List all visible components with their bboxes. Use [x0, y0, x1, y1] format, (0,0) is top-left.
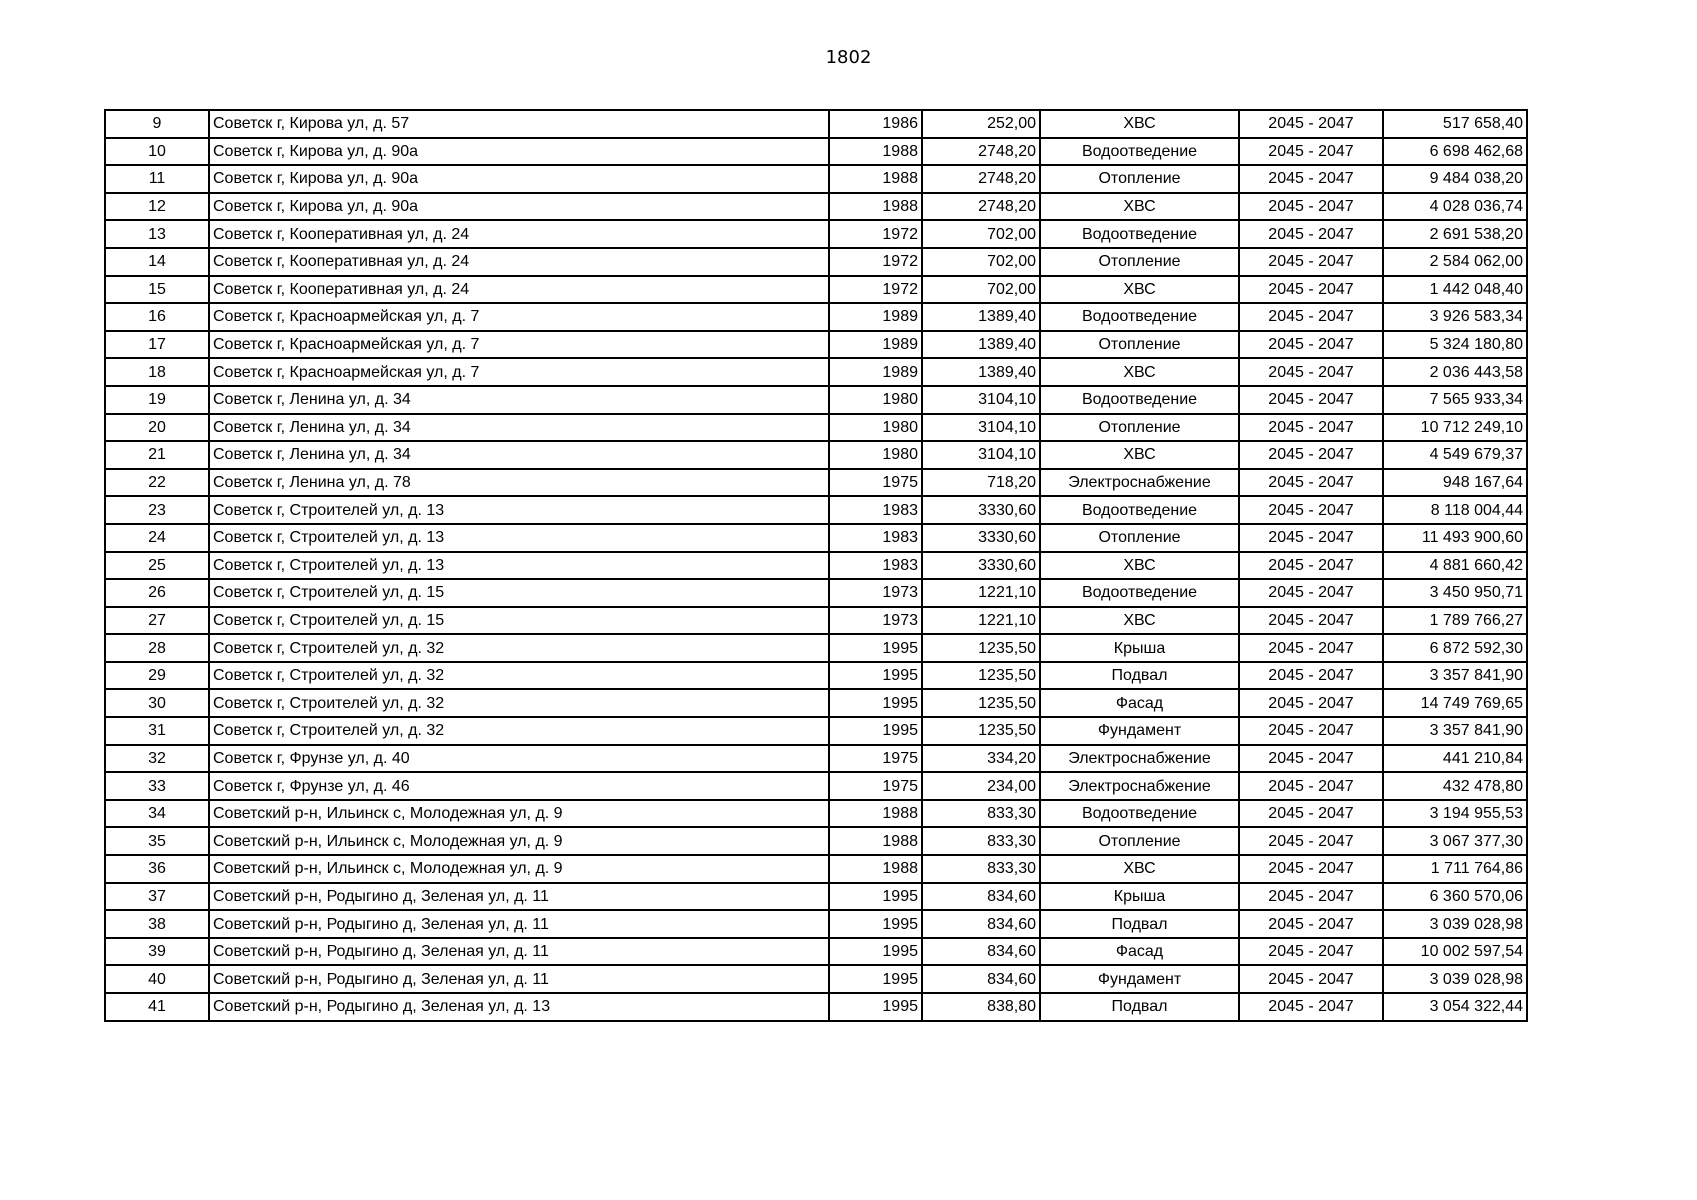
period-cell: 2045 - 2047 [1239, 276, 1383, 304]
cost-cell: 3 054 322,44 [1383, 993, 1527, 1021]
row-number-cell: 35 [105, 827, 209, 855]
page-number: 1802 [825, 47, 872, 68]
work-type-cell: Отопление [1040, 331, 1239, 359]
area-cell: 252,00 [922, 110, 1040, 138]
area-cell: 1235,50 [922, 689, 1040, 717]
work-type-cell: ХВС [1040, 855, 1239, 883]
address-cell: Советский р-н, Родыгино д, Зеленая ул, д. 11 [209, 938, 829, 966]
row-number-cell: 39 [105, 938, 209, 966]
period-cell: 2045 - 2047 [1239, 303, 1383, 331]
period-cell: 2045 - 2047 [1239, 993, 1383, 1021]
year-cell: 1995 [829, 634, 922, 662]
row-number-cell: 23 [105, 496, 209, 524]
address-cell: Советск г, Строителей ул, д. 13 [209, 524, 829, 552]
year-cell: 1983 [829, 552, 922, 580]
address-cell: Советский р-н, Родыгино д, Зеленая ул, д. 11 [209, 910, 829, 938]
table-row [105, 386, 1527, 414]
work-type-cell: Водоотведение [1040, 579, 1239, 607]
year-cell: 1972 [829, 220, 922, 248]
cost-cell: 3 450 950,71 [1383, 579, 1527, 607]
row-number-cell: 32 [105, 745, 209, 773]
cost-cell: 10 002 597,54 [1383, 938, 1527, 966]
table-row [105, 138, 1527, 166]
year-cell: 1972 [829, 248, 922, 276]
area-cell: 2748,20 [922, 138, 1040, 166]
work-type-cell: Отопление [1040, 827, 1239, 855]
address-cell: Советский р-н, Ильинск с, Молодежная ул, д. 9 [209, 827, 829, 855]
work-type-cell: Отопление [1040, 524, 1239, 552]
table-row [105, 772, 1527, 800]
table-row [105, 303, 1527, 331]
address-cell: Советск г, Кирова ул, д. 57 [209, 110, 829, 138]
period-cell: 2045 - 2047 [1239, 165, 1383, 193]
year-cell: 1988 [829, 855, 922, 883]
cost-cell: 441 210,84 [1383, 745, 1527, 773]
table-body [105, 110, 1527, 1021]
table-row [105, 855, 1527, 883]
work-type-cell: Подвал [1040, 910, 1239, 938]
work-type-cell: Электроснабжение [1040, 772, 1239, 800]
area-cell: 3104,10 [922, 414, 1040, 442]
year-cell: 1973 [829, 607, 922, 635]
year-cell: 1983 [829, 496, 922, 524]
table-row [105, 965, 1527, 993]
period-cell: 2045 - 2047 [1239, 331, 1383, 359]
cost-cell: 3 926 583,34 [1383, 303, 1527, 331]
year-cell: 1980 [829, 386, 922, 414]
period-cell: 2045 - 2047 [1239, 938, 1383, 966]
row-number-cell: 18 [105, 358, 209, 386]
table-row [105, 165, 1527, 193]
row-number-cell: 33 [105, 772, 209, 800]
address-cell: Советск г, Строителей ул, д. 32 [209, 717, 829, 745]
year-cell: 1980 [829, 414, 922, 442]
cost-cell: 432 478,80 [1383, 772, 1527, 800]
work-type-cell: Крыша [1040, 634, 1239, 662]
cost-cell: 3 357 841,90 [1383, 717, 1527, 745]
cost-cell: 14 749 769,65 [1383, 689, 1527, 717]
period-cell: 2045 - 2047 [1239, 717, 1383, 745]
cost-cell: 1 711 764,86 [1383, 855, 1527, 883]
year-cell: 1989 [829, 331, 922, 359]
address-cell: Советск г, Строителей ул, д. 32 [209, 689, 829, 717]
cost-cell: 2 691 538,20 [1383, 220, 1527, 248]
area-cell: 1389,40 [922, 303, 1040, 331]
table-row [105, 414, 1527, 442]
cost-cell: 5 324 180,80 [1383, 331, 1527, 359]
table-row [105, 689, 1527, 717]
area-cell: 1235,50 [922, 717, 1040, 745]
work-type-cell: Отопление [1040, 414, 1239, 442]
work-type-cell: ХВС [1040, 193, 1239, 221]
area-cell: 834,60 [922, 965, 1040, 993]
area-cell: 702,00 [922, 276, 1040, 304]
address-cell: Советск г, Кооперативная ул, д. 24 [209, 248, 829, 276]
table-row [105, 938, 1527, 966]
row-number-cell: 30 [105, 689, 209, 717]
year-cell: 1975 [829, 745, 922, 773]
work-type-cell: Водоотведение [1040, 138, 1239, 166]
row-number-cell: 16 [105, 303, 209, 331]
work-type-cell: ХВС [1040, 276, 1239, 304]
address-cell: Советск г, Кооперативная ул, д. 24 [209, 276, 829, 304]
address-cell: Советский р-н, Ильинск с, Молодежная ул, д. 9 [209, 855, 829, 883]
address-cell: Советск г, Красноармейская ул, д. 7 [209, 331, 829, 359]
cost-cell: 3 039 028,98 [1383, 910, 1527, 938]
address-cell: Советск г, Строителей ул, д. 13 [209, 496, 829, 524]
row-number-cell: 13 [105, 220, 209, 248]
period-cell: 2045 - 2047 [1239, 579, 1383, 607]
address-cell: Советск г, Ленина ул, д. 34 [209, 441, 829, 469]
period-cell: 2045 - 2047 [1239, 745, 1383, 773]
period-cell: 2045 - 2047 [1239, 634, 1383, 662]
work-type-cell: Отопление [1040, 165, 1239, 193]
address-cell: Советский р-н, Ильинск с, Молодежная ул, д. 9 [209, 800, 829, 828]
period-cell: 2045 - 2047 [1239, 220, 1383, 248]
year-cell: 1995 [829, 965, 922, 993]
period-cell: 2045 - 2047 [1239, 855, 1383, 883]
row-number-cell: 14 [105, 248, 209, 276]
period-cell: 2045 - 2047 [1239, 386, 1383, 414]
row-number-cell: 11 [105, 165, 209, 193]
period-cell: 2045 - 2047 [1239, 496, 1383, 524]
cost-cell: 9 484 038,20 [1383, 165, 1527, 193]
work-type-cell: ХВС [1040, 441, 1239, 469]
period-cell: 2045 - 2047 [1239, 965, 1383, 993]
table-row [105, 910, 1527, 938]
area-cell: 838,80 [922, 993, 1040, 1021]
area-cell: 702,00 [922, 248, 1040, 276]
period-cell: 2045 - 2047 [1239, 827, 1383, 855]
year-cell: 1989 [829, 303, 922, 331]
year-cell: 1988 [829, 800, 922, 828]
period-cell: 2045 - 2047 [1239, 883, 1383, 911]
table-row [105, 193, 1527, 221]
work-type-cell: Фасад [1040, 689, 1239, 717]
address-cell: Советск г, Ленина ул, д. 34 [209, 414, 829, 442]
table-row [105, 827, 1527, 855]
work-type-cell: Крыша [1040, 883, 1239, 911]
row-number-cell: 21 [105, 441, 209, 469]
area-cell: 2748,20 [922, 165, 1040, 193]
period-cell: 2045 - 2047 [1239, 138, 1383, 166]
table-row [105, 993, 1527, 1021]
row-number-cell: 22 [105, 469, 209, 497]
table-row [105, 220, 1527, 248]
row-number-cell: 25 [105, 552, 209, 580]
cost-cell: 1 789 766,27 [1383, 607, 1527, 635]
cost-cell: 10 712 249,10 [1383, 414, 1527, 442]
area-cell: 833,30 [922, 800, 1040, 828]
cost-cell: 3 039 028,98 [1383, 965, 1527, 993]
table-row [105, 496, 1527, 524]
row-number-cell: 12 [105, 193, 209, 221]
address-cell: Советский р-н, Родыгино д, Зеленая ул, д. 11 [209, 965, 829, 993]
area-cell: 834,60 [922, 883, 1040, 911]
year-cell: 1972 [829, 276, 922, 304]
work-type-cell: ХВС [1040, 607, 1239, 635]
row-number-cell: 15 [105, 276, 209, 304]
address-cell: Советск г, Кирова ул, д. 90а [209, 193, 829, 221]
period-cell: 2045 - 2047 [1239, 662, 1383, 690]
year-cell: 1975 [829, 469, 922, 497]
period-cell: 2045 - 2047 [1239, 607, 1383, 635]
address-cell: Советск г, Строителей ул, д. 15 [209, 579, 829, 607]
row-number-cell: 31 [105, 717, 209, 745]
period-cell: 2045 - 2047 [1239, 689, 1383, 717]
cost-cell: 6 698 462,68 [1383, 138, 1527, 166]
table-row [105, 524, 1527, 552]
year-cell: 1995 [829, 717, 922, 745]
period-cell: 2045 - 2047 [1239, 469, 1383, 497]
row-number-cell: 41 [105, 993, 209, 1021]
period-cell: 2045 - 2047 [1239, 552, 1383, 580]
table-row [105, 441, 1527, 469]
period-cell: 2045 - 2047 [1239, 110, 1383, 138]
area-cell: 334,20 [922, 745, 1040, 773]
period-cell: 2045 - 2047 [1239, 248, 1383, 276]
year-cell: 1980 [829, 441, 922, 469]
table-row [105, 607, 1527, 635]
period-cell: 2045 - 2047 [1239, 524, 1383, 552]
cost-cell: 3 357 841,90 [1383, 662, 1527, 690]
row-number-cell: 24 [105, 524, 209, 552]
row-number-cell: 28 [105, 634, 209, 662]
area-cell: 3104,10 [922, 441, 1040, 469]
area-cell: 234,00 [922, 772, 1040, 800]
row-number-cell: 10 [105, 138, 209, 166]
work-type-cell: Водоотведение [1040, 496, 1239, 524]
table-row [105, 883, 1527, 911]
table-row [105, 717, 1527, 745]
address-cell: Советск г, Строителей ул, д. 13 [209, 552, 829, 580]
cost-cell: 6 360 570,06 [1383, 883, 1527, 911]
period-cell: 2045 - 2047 [1239, 358, 1383, 386]
area-cell: 833,30 [922, 855, 1040, 883]
row-number-cell: 37 [105, 883, 209, 911]
year-cell: 1995 [829, 993, 922, 1021]
work-type-cell: Фундамент [1040, 965, 1239, 993]
area-cell: 3330,60 [922, 552, 1040, 580]
cost-cell: 2 036 443,58 [1383, 358, 1527, 386]
cost-cell: 3 067 377,30 [1383, 827, 1527, 855]
cost-cell: 948 167,64 [1383, 469, 1527, 497]
work-type-cell: Водоотведение [1040, 800, 1239, 828]
cost-cell: 8 118 004,44 [1383, 496, 1527, 524]
year-cell: 1975 [829, 772, 922, 800]
address-cell: Советск г, Строителей ул, д. 32 [209, 662, 829, 690]
year-cell: 1995 [829, 938, 922, 966]
row-number-cell: 20 [105, 414, 209, 442]
year-cell: 1995 [829, 883, 922, 911]
year-cell: 1988 [829, 193, 922, 221]
cost-cell: 6 872 592,30 [1383, 634, 1527, 662]
row-number-cell: 19 [105, 386, 209, 414]
work-type-cell: Фасад [1040, 938, 1239, 966]
area-cell: 3330,60 [922, 524, 1040, 552]
cost-cell: 7 565 933,34 [1383, 386, 1527, 414]
address-cell: Советск г, Ленина ул, д. 78 [209, 469, 829, 497]
year-cell: 1995 [829, 689, 922, 717]
work-type-cell: Водоотведение [1040, 386, 1239, 414]
cost-cell: 4 028 036,74 [1383, 193, 1527, 221]
period-cell: 2045 - 2047 [1239, 800, 1383, 828]
year-cell: 1973 [829, 579, 922, 607]
year-cell: 1995 [829, 662, 922, 690]
year-cell: 1995 [829, 910, 922, 938]
period-cell: 2045 - 2047 [1239, 193, 1383, 221]
row-number-cell: 29 [105, 662, 209, 690]
address-cell: Советск г, Кооперативная ул, д. 24 [209, 220, 829, 248]
row-number-cell: 9 [105, 110, 209, 138]
area-cell: 1221,10 [922, 607, 1040, 635]
address-cell: Советский р-н, Родыгино д, Зеленая ул, д. 13 [209, 993, 829, 1021]
area-cell: 834,60 [922, 910, 1040, 938]
cost-cell: 11 493 900,60 [1383, 524, 1527, 552]
area-cell: 3330,60 [922, 496, 1040, 524]
work-type-cell: Фундамент [1040, 717, 1239, 745]
period-cell: 2045 - 2047 [1239, 441, 1383, 469]
address-cell: Советск г, Фрунзе ул, д. 46 [209, 772, 829, 800]
address-cell: Советск г, Строителей ул, д. 32 [209, 634, 829, 662]
cost-cell: 517 658,40 [1383, 110, 1527, 138]
cost-cell: 2 584 062,00 [1383, 248, 1527, 276]
year-cell: 1989 [829, 358, 922, 386]
work-type-cell: Водоотведение [1040, 220, 1239, 248]
area-cell: 1389,40 [922, 358, 1040, 386]
work-type-cell: Электроснабжение [1040, 745, 1239, 773]
table-row [105, 552, 1527, 580]
area-cell: 702,00 [922, 220, 1040, 248]
table-row [105, 331, 1527, 359]
table-row [105, 662, 1527, 690]
area-cell: 833,30 [922, 827, 1040, 855]
cost-cell: 4 881 660,42 [1383, 552, 1527, 580]
work-type-cell: Отопление [1040, 248, 1239, 276]
table-row [105, 276, 1527, 304]
period-cell: 2045 - 2047 [1239, 772, 1383, 800]
table-row [105, 745, 1527, 773]
address-cell: Советск г, Фрунзе ул, д. 40 [209, 745, 829, 773]
work-type-cell: Водоотведение [1040, 303, 1239, 331]
area-cell: 3104,10 [922, 386, 1040, 414]
work-type-cell: Электроснабжение [1040, 469, 1239, 497]
year-cell: 1988 [829, 165, 922, 193]
address-cell: Советск г, Кирова ул, д. 90а [209, 165, 829, 193]
year-cell: 1983 [829, 524, 922, 552]
row-number-cell: 26 [105, 579, 209, 607]
row-number-cell: 17 [105, 331, 209, 359]
cost-cell: 4 549 679,37 [1383, 441, 1527, 469]
table-row [105, 469, 1527, 497]
year-cell: 1988 [829, 827, 922, 855]
area-cell: 1235,50 [922, 634, 1040, 662]
table-row [105, 358, 1527, 386]
work-type-cell: Подвал [1040, 662, 1239, 690]
row-number-cell: 27 [105, 607, 209, 635]
registry-table [104, 109, 1528, 1022]
year-cell: 1988 [829, 138, 922, 166]
area-cell: 1221,10 [922, 579, 1040, 607]
area-cell: 834,60 [922, 938, 1040, 966]
table-row [105, 634, 1527, 662]
address-cell: Советск г, Строителей ул, д. 15 [209, 607, 829, 635]
area-cell: 2748,20 [922, 193, 1040, 221]
work-type-cell: ХВС [1040, 358, 1239, 386]
work-type-cell: ХВС [1040, 110, 1239, 138]
address-cell: Советск г, Ленина ул, д. 34 [209, 386, 829, 414]
row-number-cell: 40 [105, 965, 209, 993]
address-cell: Советский р-н, Родыгино д, Зеленая ул, д. 11 [209, 883, 829, 911]
address-cell: Советск г, Красноармейская ул, д. 7 [209, 358, 829, 386]
work-type-cell: Подвал [1040, 993, 1239, 1021]
table-row [105, 248, 1527, 276]
table-row [105, 579, 1527, 607]
row-number-cell: 36 [105, 855, 209, 883]
year-cell: 1986 [829, 110, 922, 138]
row-number-cell: 38 [105, 910, 209, 938]
table-row [105, 800, 1527, 828]
cost-cell: 1 442 048,40 [1383, 276, 1527, 304]
area-cell: 718,20 [922, 469, 1040, 497]
work-type-cell: ХВС [1040, 552, 1239, 580]
cost-cell: 3 194 955,53 [1383, 800, 1527, 828]
period-cell: 2045 - 2047 [1239, 414, 1383, 442]
area-cell: 1389,40 [922, 331, 1040, 359]
address-cell: Советск г, Красноармейская ул, д. 7 [209, 303, 829, 331]
area-cell: 1235,50 [922, 662, 1040, 690]
table-row [105, 110, 1527, 138]
period-cell: 2045 - 2047 [1239, 910, 1383, 938]
row-number-cell: 34 [105, 800, 209, 828]
address-cell: Советск г, Кирова ул, д. 90а [209, 138, 829, 166]
